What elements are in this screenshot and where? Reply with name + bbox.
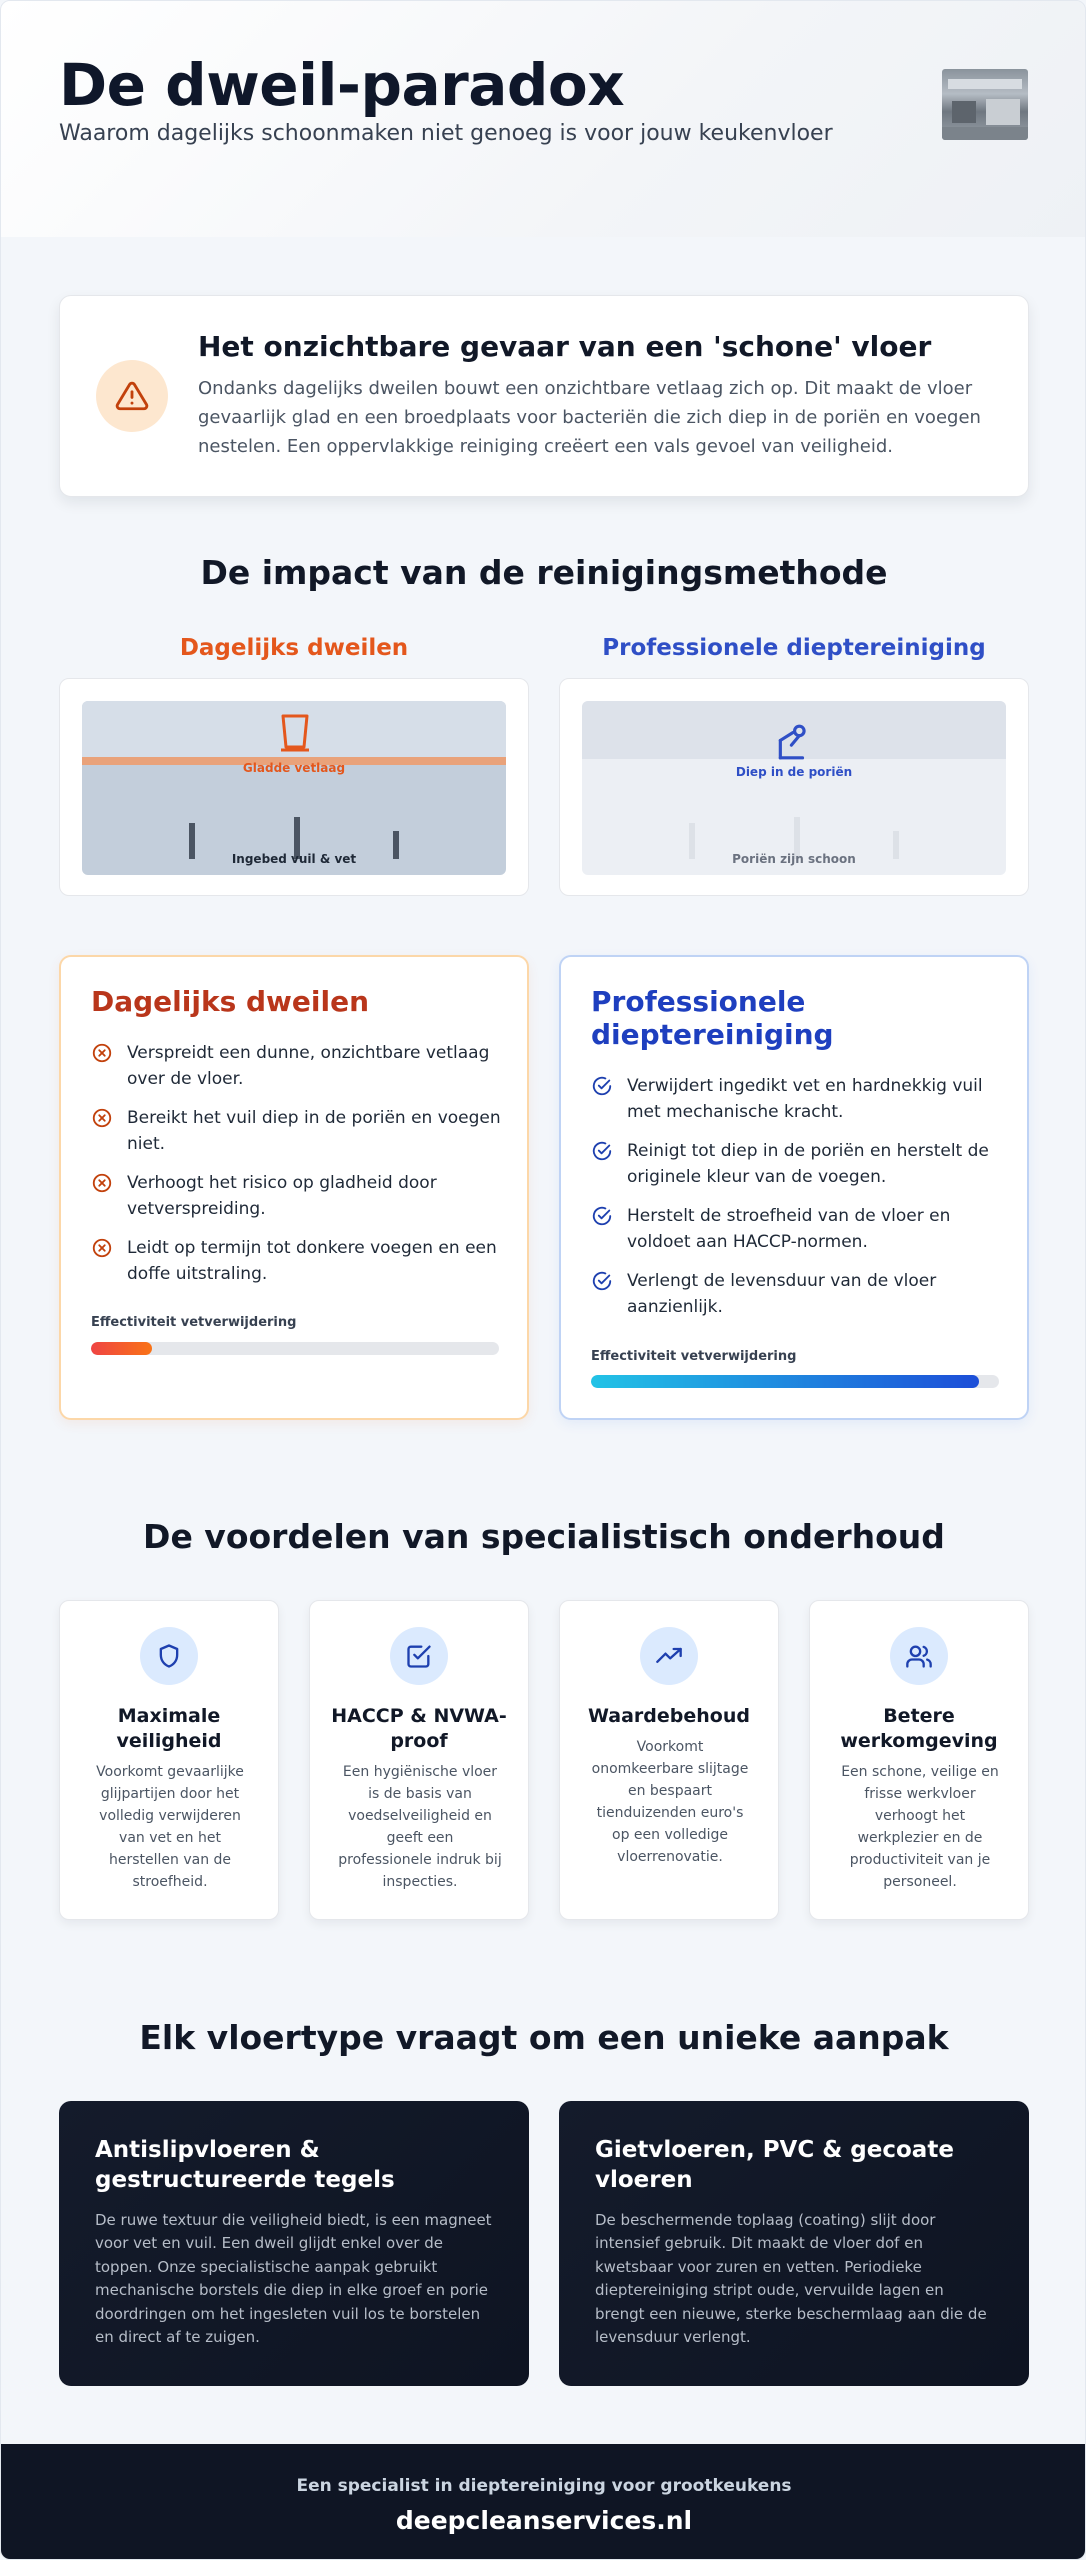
embedded-dirt-label: Ingebed vuil & vet (231, 852, 357, 866)
benefit-title: Betere werkomgeving (840, 1705, 998, 1752)
benefit-text: Een schone, veilige en frisse werkvloer verhoogt het werkplezier en de productiviteit van je personeel. (841, 1764, 999, 1890)
list-item (91, 1235, 511, 1287)
list-item-text: Verwijdert ingedikt vet en hardnekkig vuil met mechanische kracht. (627, 1076, 983, 1122)
floortype-card (559, 2101, 1029, 2386)
page-title: De dweil-paradox (59, 51, 625, 119)
list-item (591, 1268, 1011, 1320)
list-item (91, 1105, 511, 1157)
x-circle-icon (91, 1042, 113, 1064)
bucket-icon (279, 713, 311, 757)
benefit-card (559, 1600, 779, 1920)
deepclean-details-card (559, 955, 1029, 1420)
benefit-text: Voorkomt onomkeerbare slijtage en bespaart tienduizenden euro's op een volledige vloerrenovatie. (591, 1739, 749, 1865)
cleaning-tool-icon (774, 723, 812, 765)
shield-icon (140, 1627, 198, 1685)
x-circle-icon (91, 1237, 113, 1259)
list-item (91, 1170, 511, 1222)
footer-domain-link[interactable]: deepcleanservices.nl (395, 2506, 693, 2535)
deepclean-visual-card (559, 678, 1029, 896)
effectiveness-bar (91, 1342, 499, 1355)
footer-tagline: Een specialist in dieptereiniging voor grootkeukens (296, 2476, 792, 2496)
floortypes-title: Elk vloertype vraagt om een unieke aanpak (139, 2018, 949, 2057)
list-item-text: Reinigt tot diep in de poriën en herstelt de originele kleur van de voegen. (627, 1141, 989, 1187)
effectiveness-bar (591, 1375, 999, 1388)
benefit-title: HACCP & NVWA-proof (331, 1705, 507, 1752)
warning-triangle-icon (96, 360, 168, 432)
benefit-card (309, 1600, 529, 1920)
mopping-visual-card (59, 678, 529, 896)
list-item-text: Bereikt het vuil diep in de poriën en voegen niet. (127, 1108, 501, 1154)
benefit-card (809, 1600, 1029, 1920)
effectiveness-bar-fill (91, 1342, 152, 1355)
impact-title: De impact van de reinigingsmethode (200, 553, 888, 592)
floortype-title: Gietvloeren, PVC & gecoate vloeren (595, 2137, 954, 2193)
list-item (591, 1203, 1011, 1255)
x-circle-icon (91, 1172, 113, 1194)
benefit-text: Een hygiënische vloer is de basis van voedselveiligheid en geeft een professionele indruk bij inspecties. (338, 1764, 502, 1890)
benefit-title: Maximale veiligheid (116, 1705, 222, 1752)
deep-pores-label: Diep in de poriën (735, 765, 853, 779)
kitchen-photo (942, 69, 1028, 140)
deepclean-details-title: Professionele dieptereiniging (591, 985, 834, 1051)
footer (1, 2444, 1086, 2560)
benefit-title: Waardebehoud (588, 1705, 750, 1727)
effectiveness-bar-fill (591, 1375, 979, 1388)
mopping-details-title: Dagelijks dweilen (91, 985, 370, 1018)
trending-up-icon (640, 1627, 698, 1685)
list-item (91, 1040, 511, 1092)
effectiveness-label: Effectiviteit vetverwijdering (91, 1315, 297, 1330)
clean-pores-label: Poriën zijn schoon (732, 852, 856, 866)
mopping-floor-illustration (82, 701, 506, 875)
benefit-card (59, 1600, 279, 1920)
floortype-card (59, 2101, 529, 2386)
header (1, 1, 1086, 237)
check-circle-icon (591, 1205, 613, 1227)
floortype-text: De ruwe textuur die veiligheid biedt, is een magneet voor vet en vuil. Een dweil glijdt enkel over de toppen. Onze specialistische aanpak gebruikt mechanische borstels die diep in elke groef en porie doordringen om het ingesleten vuil los te borstelen en direct af te zuigen. (95, 2211, 492, 2347)
check-circle-icon (591, 1075, 613, 1097)
floortype-text: De beschermende toplaag (coating) slijt door intensief gebruik. Dit maakt de vloer dof en kwetsbaar voor zuren en vetten. Periodieke dieptereiniging stript oude, vervuilde lagen en brengt een nieuwe, sterke beschermlaag aan die de levensduur verlengt. (595, 2211, 987, 2347)
users-icon (890, 1627, 948, 1685)
check-circle-icon (591, 1140, 613, 1162)
check-circle-icon (591, 1270, 613, 1292)
floortype-title: Antislipvloeren & gestructureerde tegels (95, 2137, 395, 2193)
grease-layer-label: Gladde vetlaag (242, 761, 346, 775)
list-item-text: Verspreidt een dunne, onzichtbare vetlaag over de vloer. (127, 1043, 490, 1089)
x-circle-icon (91, 1107, 113, 1129)
list-item-text: Verhoogt het risico op gladheid door vetverspreiding. (127, 1173, 437, 1219)
left-column-heading: Dagelijks dweilen (179, 635, 409, 661)
right-column-heading: Professionele dieptereiniging (602, 635, 986, 661)
mopping-details-card (59, 955, 529, 1420)
warning-text: Ondanks dagelijks dweilen bouwt een onzichtbare vetlaag zich op. Dit maakt de vloer gevaarlijk glad en een broedplaats voor bacteriën die zich diep in de poriën en voegen nestelen. Een oppervlakkige reiniging creëert een vals gevoel van veiligheid. (198, 378, 981, 457)
benefits-title: De voordelen van specialistisch onderhoud (143, 1517, 945, 1556)
warning-title: Het onzichtbare gevaar van een 'schone' vloer (198, 330, 932, 363)
page-subtitle: Waarom dagelijks schoonmaken niet genoeg is voor jouw keukenvloer (59, 121, 833, 146)
list-item-text: Leidt op termijn tot donkere voegen en een doffe uitstraling. (127, 1238, 497, 1284)
list-item-text: Herstelt de stroefheid van de vloer en voldoet aan HACCP-normen. (627, 1206, 951, 1252)
list-item (591, 1073, 1011, 1125)
warning-card (59, 295, 1029, 497)
list-item-text: Verlengt de levensduur van de vloer aanzienlijk. (627, 1271, 937, 1317)
list-item (591, 1138, 1011, 1190)
deepclean-floor-illustration (582, 701, 1006, 875)
checkbox-icon (390, 1627, 448, 1685)
effectiveness-label: Effectiviteit vetverwijdering (591, 1349, 797, 1364)
benefit-text: Voorkomt gevaarlijke glijpartijen door het volledig verwijderen van vet en het herstellen van de stroefheid. (96, 1764, 244, 1890)
